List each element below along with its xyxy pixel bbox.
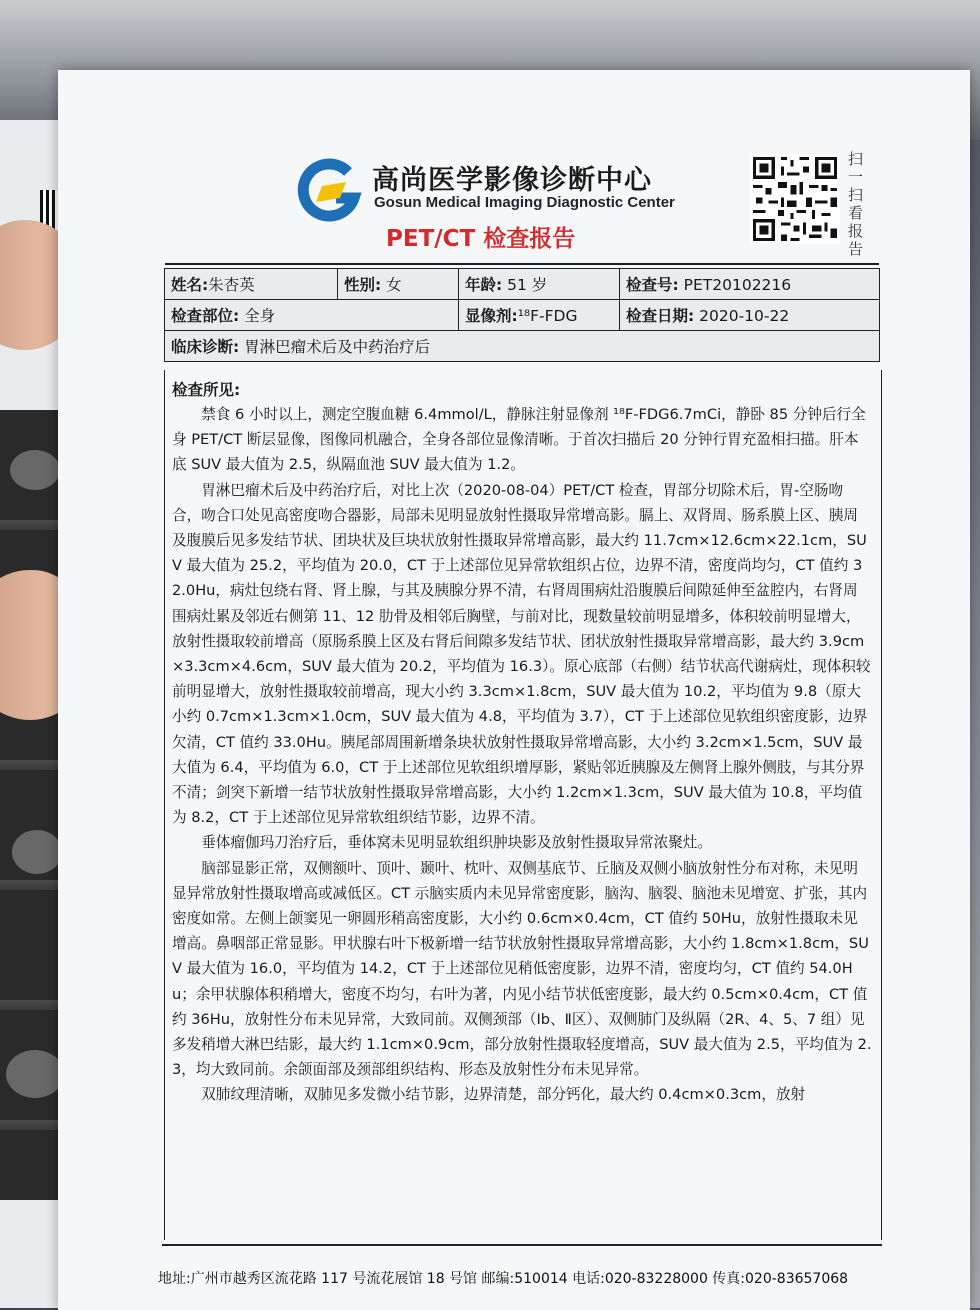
exam-no-cell — [620, 269, 880, 300]
date-cell — [620, 300, 880, 331]
sex-label: 性别: — [344, 276, 382, 294]
age-label: 年龄: — [465, 276, 503, 294]
gosun-logo-icon — [296, 158, 362, 224]
clinical-diagnosis: 胃淋巴瘤术后及中药治疗后 — [244, 338, 431, 356]
footer-address: 地址:广州市越秀区流花路 117 号流花展馆 18 号馆 邮编:510014 电话:020-83228000 传真:020-83657068 — [158, 1271, 849, 1287]
findings-paragraph-5: 双肺纹理清晰，双肺见多发微小结节影，边界清楚，部分钙化，最大约 0.4cm×0.3cm，放射 — [201, 1086, 806, 1104]
diagnosis-cell — [165, 331, 880, 362]
report-title: PET/CT 检查报告 — [386, 226, 576, 252]
exam-no-label: 检查号: — [626, 276, 679, 294]
org-name-english: Gosun Medical Imaging Diagnostic Center — [374, 194, 675, 211]
header-divider — [165, 263, 879, 265]
patient-age: 51 岁 — [507, 276, 548, 294]
findings-paragraph-2: 胃淋巴瘤术后及中药治疗后，对比上次（2020-08-04）PET/CT 检查，胃部分切除术后，胃-空肠吻合，吻合口处见高密度吻合器影，局部未见明显放射性摄取异常增高影。膈上、双肾周、肠系膜上区、胰周及腹膜后见多发结节状、团块状及巨块状放射性摄取异常增高影，最大约 11.7cm×12.6cm×22.1cm，SUV 最大值为 25.2，平均值为 20.0，CT 于上述部位见异常软组织占位，边界不清，密度尚均匀，CT 值约 32.0Hu，病灶包绕右肾、肾上腺，与其及胰腺分界不清，右肾周围病灶沿腹膜后间隙延伸至盆腔内，右肾周围病灶累及邻近右侧第 11、12 肋骨及相邻后胸壁，与前对比，现数量较前明显增多，体积较前明显增大，放射性摄取较前增高（原肠系膜上区及右肾后间隙多发结节状、团状放射性摄取异常增高影，最大约 3.9cm×3.3cm×4.6cm，SUV 最大值为 20.2，平均值为 16.3）。原心底部（右侧）结节状高代谢病灶，现体积较前明显增大，放射性摄取较前增高，现大小约 3.3cm×1.8cm，SUV 最大值为 10.2，平均值为 9.8（原大小约 0.7cm×1.3cm×1.0cm，SUV 最大值为 4.8，平均值为 3.7），CT 于上述部位见软组织密度影，边界欠清，CT 值约 33.0Hu。胰尾部周围新增条块状放射性摄取异常增高影，大小约 3.2cm×1.5cm，SUV 最大值为 6.4，平均值为 6.0，CT 于上述部位见软组织增厚影，紧贴邻近胰腺及左侧肾上腺外侧肢，与其分界不清；剑突下新增一结节状放射性摄取异常增高影，大小约 1.2cm×1.3cm，SUV 最大值为 10.8，平均值为 8.2，CT 于上述部位见异常软组织结节影，边界不清。 — [172, 481, 871, 827]
age-cell — [459, 269, 620, 300]
findings-text — [172, 402, 872, 1108]
exam-no: PET20102216 — [683, 276, 792, 294]
patient-info-table — [164, 268, 880, 362]
findings-paragraph-3: 垂体瘤伽玛刀治疗后，垂体窝未见明显软组织肿块影及放射性摄取异常浓聚灶。 — [201, 834, 712, 852]
qr-caption: 扫一扫看报告 — [848, 150, 864, 258]
agent-cell — [459, 300, 620, 331]
agent-label: 显像剂: — [465, 307, 518, 325]
patient-name: 朱杏英 — [208, 276, 255, 294]
qr-code-icon — [750, 154, 840, 244]
imaging-agent: ¹⁸F-FDG — [517, 307, 578, 325]
findings-title: 检查所见: — [172, 381, 241, 399]
org-name-chinese: 高尚医学影像诊断中心 — [372, 165, 652, 196]
findings-paragraph-1: 禁食 6 小时以上，测定空腹血糖 6.4mmol/L，静脉注射显像剂 ¹⁸F-FDG6.7mCi，静卧 85 分钟后行全身 PET/CT 断层显像，图像同机融合，全身各部位显像清晰。于首次扫描后 20 分钟行胃充盈相扫描。肝本底 SUV 最大值为 2.5，纵隔血池 SUV 最大值为 1.2。 — [172, 406, 866, 474]
name-label: 姓名: — [171, 276, 209, 294]
findings-paragraph-4: 脑部显影正常，双侧额叶、顶叶、颞叶、枕叶、双侧基底节、丘脑及双侧小脑放射性分布对称，未见明显异常放射性摄取增高或减低区。CT 示脑实质内未见异常密度影，脑沟、脑裂、脑池未见增宽、扩张，其内密度如常。左侧上颌窦见一卵圆形稍高密度影，大小约 0.6cm×0.4cm，CT 值约 50Hu，放射性摄取未见增高。鼻咽部正常显影。甲状腺右叶下极新增一结节状放射性摄取异常增高影，大小约 1.8cm×1.8cm，SUV 最大值为 16.0，平均值为 14.2，CT 于上述部位见稍低密度影，边界不清，密度均匀，CT 值约 54.0Hu；余甲状腺体积稍增大，密度不均匀，右叶为著，内见小结节状低密度影，最大约 0.5cm×0.4cm，CT 值约 36Hu，放射性分布未见异常，大致同前。双侧颈部（Ⅰb、Ⅱ区）、双侧肺门及纵隔（2R、4、5、7 组）见多发稍增大淋巴结影，最大约 1.1cm×0.9cm，部分放射性摄取轻度增高，SUV 最大值为 2.5，平均值为 2.3，均大致同前。余颌面部及颈部组织结构、形态及放射性分布未见异常。 — [172, 859, 872, 1079]
exam-part: 全身 — [244, 307, 276, 325]
sex-cell — [338, 269, 459, 300]
part-label: 检查部位: — [171, 307, 240, 325]
diagnosis-label: 临床诊断: — [171, 338, 240, 356]
patient-sex: 女 — [386, 276, 402, 294]
footer-divider — [162, 1244, 882, 1246]
date-label: 检查日期: — [626, 307, 695, 325]
exam-date: 2020-10-22 — [699, 307, 790, 325]
report-header — [58, 70, 970, 270]
part-cell — [165, 300, 459, 331]
name-cell — [165, 269, 338, 300]
report-sheet — [58, 70, 970, 1310]
